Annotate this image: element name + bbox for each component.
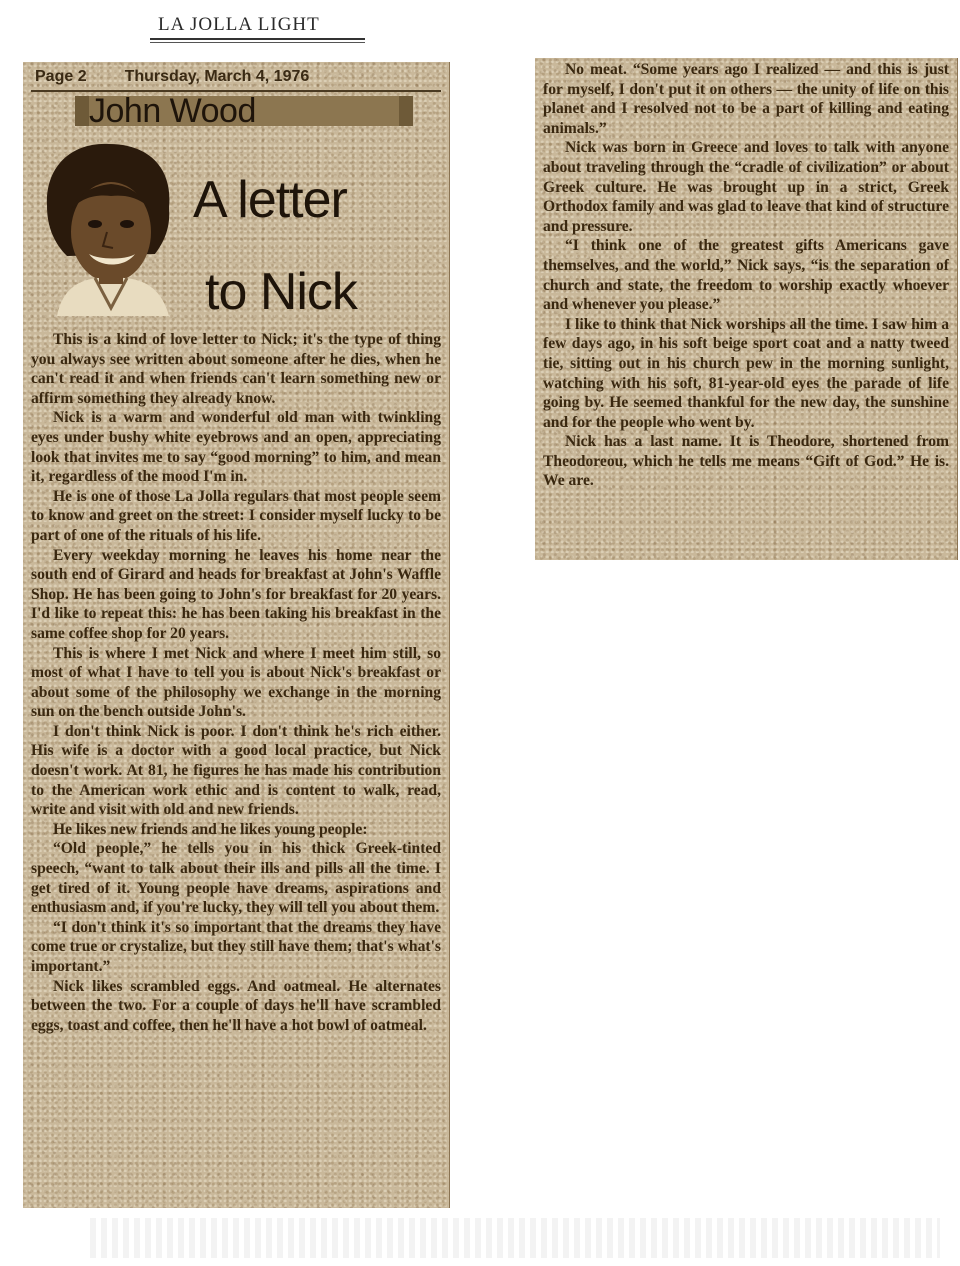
paragraph: This is where I met Nick and where I meet him still, so most of what I have to tell you is about Nick's breakfast or about some of the philosophy we exchange in the morning sun on the bench outside John's. <box>31 644 441 721</box>
clipping-left <box>23 62 450 1208</box>
byline: John Wood <box>89 92 256 130</box>
paragraph: This is a kind of love letter to Nick; it's the type of thing you always see written about someone after he dies, when he can't read it and when friends can't learn something new or affirm something they already know. <box>31 331 441 407</box>
headline-line-2: to Nick <box>205 263 357 321</box>
paragraph: Nick likes scrambled eggs. And oatmeal. He alternates between the two. For a couple of days he'll have scrambled eggs, toast and coffee, then he'll have a hot bowl of oatmeal. <box>31 977 441 1034</box>
masthead-rule-thin <box>150 42 365 43</box>
article-body-left <box>31 330 441 1035</box>
paragraph: I like to think that Nick worships all the time. I saw him a few days ago, in his soft beige sport coat and a natty tweed tie, sitting out in his church pew in the morning sunlight, watching with his soft, 81-year-old eyes the parade of life going by. He seemed thankful for the new day, the sunshine and for the people who went by. <box>543 315 949 431</box>
paragraph: Nick has a last name. It is Theodore, shortened from Theodoreou, which he tells me means “Gift of God.” He is. We are. <box>543 433 949 490</box>
paragraph: I don't think Nick is poor. I don't think he's rich either. His wife is a doctor with a good local practice, but Nick doesn't work. At 81, he figures he has made his contribution to the American work ethic and is content to walk, read, write and visit with old and new friends. <box>31 722 441 819</box>
paragraph: Nick is a warm and wonderful old man with twinkling eyes under bushy white eyebrows and an open, appreciating look that invites me to say “good morning” to him, and mean it, regardless of the mood I'm in. <box>31 409 441 486</box>
issue-date: Thursday, March 4, 1976 <box>124 68 310 85</box>
article-body-right <box>543 60 949 491</box>
faint-bleedthrough <box>90 1218 940 1258</box>
paragraph: Every weekday morning he leaves his home near the south end of Girard and heads for breakfast at John's Waffle Shop. He has been going to John's for breakfast for 20 years. I'd like to repeat this: he has been taking his breakfast in the same coffee shop for 20 years. <box>31 546 441 642</box>
headline-line-1: A letter <box>193 171 347 229</box>
paragraph: Nick was born in Greece and loves to talk with anyone about traveling through the “cradle of civilization” or about Greek culture. He was brought up in a strict, Greek Orthodox family and was glad to leave that kind of structure and pressure. <box>543 139 949 235</box>
paragraph: “Old people,” he tells you in his thick Greek-tinted speech, “want to talk about their ills and pills all the time. I get tired of it. Young people have dreams, aspirations and enthusiasm and, if you're lucky, they will tell you about them. <box>31 840 441 917</box>
masthead-rule <box>150 38 365 40</box>
paragraph: “I think one of the greatest gifts Americans gave themselves, and the world,” Nick says, “is the separation of church and state, the freedom to worship exactly whoever and whenever you please.” <box>543 237 949 314</box>
paragraph: No meat. “Some years ago I realized — and this is just for myself, I don't put it on others — the unity of life on this planet and I resolved not to be a part of killing and eating animals.” <box>543 61 949 137</box>
columnist-portrait <box>37 136 187 316</box>
paragraph: He likes new friends and he likes young people: <box>53 820 368 838</box>
page-number: Page 2 <box>35 68 87 85</box>
clipping-right <box>535 58 958 560</box>
paragraph: He is one of those La Jolla regulars that most people seem to know and greet on the street: I consider myself lucky to be part of one of the rituals of his life. <box>31 487 441 544</box>
headline <box>193 154 357 338</box>
topline <box>35 68 439 86</box>
paragraph: “I don't think it's so important that the dreams they have come true or crystalize, but they still have them; that's what's important.” <box>31 918 441 975</box>
masthead: LA JOLLA LIGHT <box>158 14 320 35</box>
